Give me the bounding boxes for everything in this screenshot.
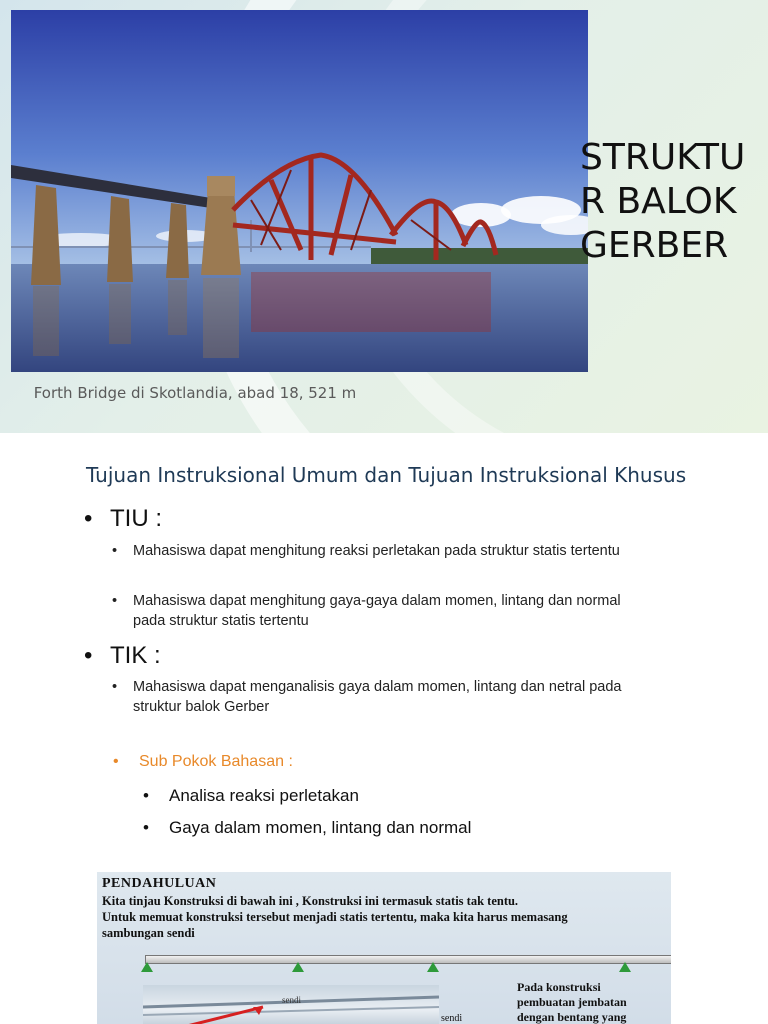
tiu-label: • TIU : (84, 505, 162, 532)
sub-pokok-item: • Gaya dalam momen, lintang dan normal (143, 818, 472, 837)
sub-pokok-label: • Sub Pokok Bahasan : (113, 753, 293, 770)
sub-pokok-item: • Analisa reaksi perletakan (143, 786, 359, 805)
slide-introduction (97, 872, 671, 1024)
tiu-item: • Mahasiswa dapat menghitung reaksi perletakan pada struktur statis tertentu (112, 543, 620, 559)
slide-title (0, 0, 768, 433)
support-icon (292, 962, 304, 972)
sendi-label: sendi (441, 1013, 463, 1024)
bullet-icon: • (112, 679, 118, 695)
slide-objectives (0, 433, 768, 863)
support-icon (427, 962, 439, 972)
photo-caption: Forth Bridge di Skotlandia, abad 18, 521 m (33, 384, 357, 402)
sendi-label: sendi (282, 995, 301, 1005)
bullet-icon: • (113, 753, 119, 770)
support-icon (141, 962, 153, 972)
slide-title-text: STRUKTU R BALOK GERBER (580, 137, 746, 266)
objectives-heading: Tujuan Instruksional Umum dan Tujuan Instruksional Khusus (86, 463, 687, 487)
bullet-icon: • (143, 818, 149, 837)
tiu-item: • Mahasiswa dapat menghitung gaya-gaya dalam momen, lintang dan normal pada struktur statis tertentu (112, 593, 621, 629)
construction-note: Pada konstruksi pembuatan jembatan dengan bentang yang (517, 980, 627, 1024)
bullet-icon: • (112, 593, 118, 609)
support-icon (619, 962, 631, 972)
tik-item: • Mahasiswa dapat menganalisis gaya dalam momen, lintang dan netral pada struktur balok Gerber (112, 679, 622, 715)
bullet-icon: • (143, 786, 149, 805)
bullet-icon: • (84, 642, 93, 669)
bullet-icon: • (84, 505, 93, 532)
tik-label: • TIK : (84, 642, 161, 669)
introduction-title: PENDAHULUAN (102, 876, 217, 891)
beam-diagram (145, 955, 671, 964)
introduction-text: Kita tinjau Konstruksi di bawah ini , Konstruksi ini termasuk statis tak tentu. Untuk memuat konstruksi tersebut menjadi statis tertentu, maka kita harus memasang sambungan sendi (102, 894, 568, 940)
forth-bridge-photo (11, 10, 588, 372)
bullet-icon: • (112, 543, 118, 559)
